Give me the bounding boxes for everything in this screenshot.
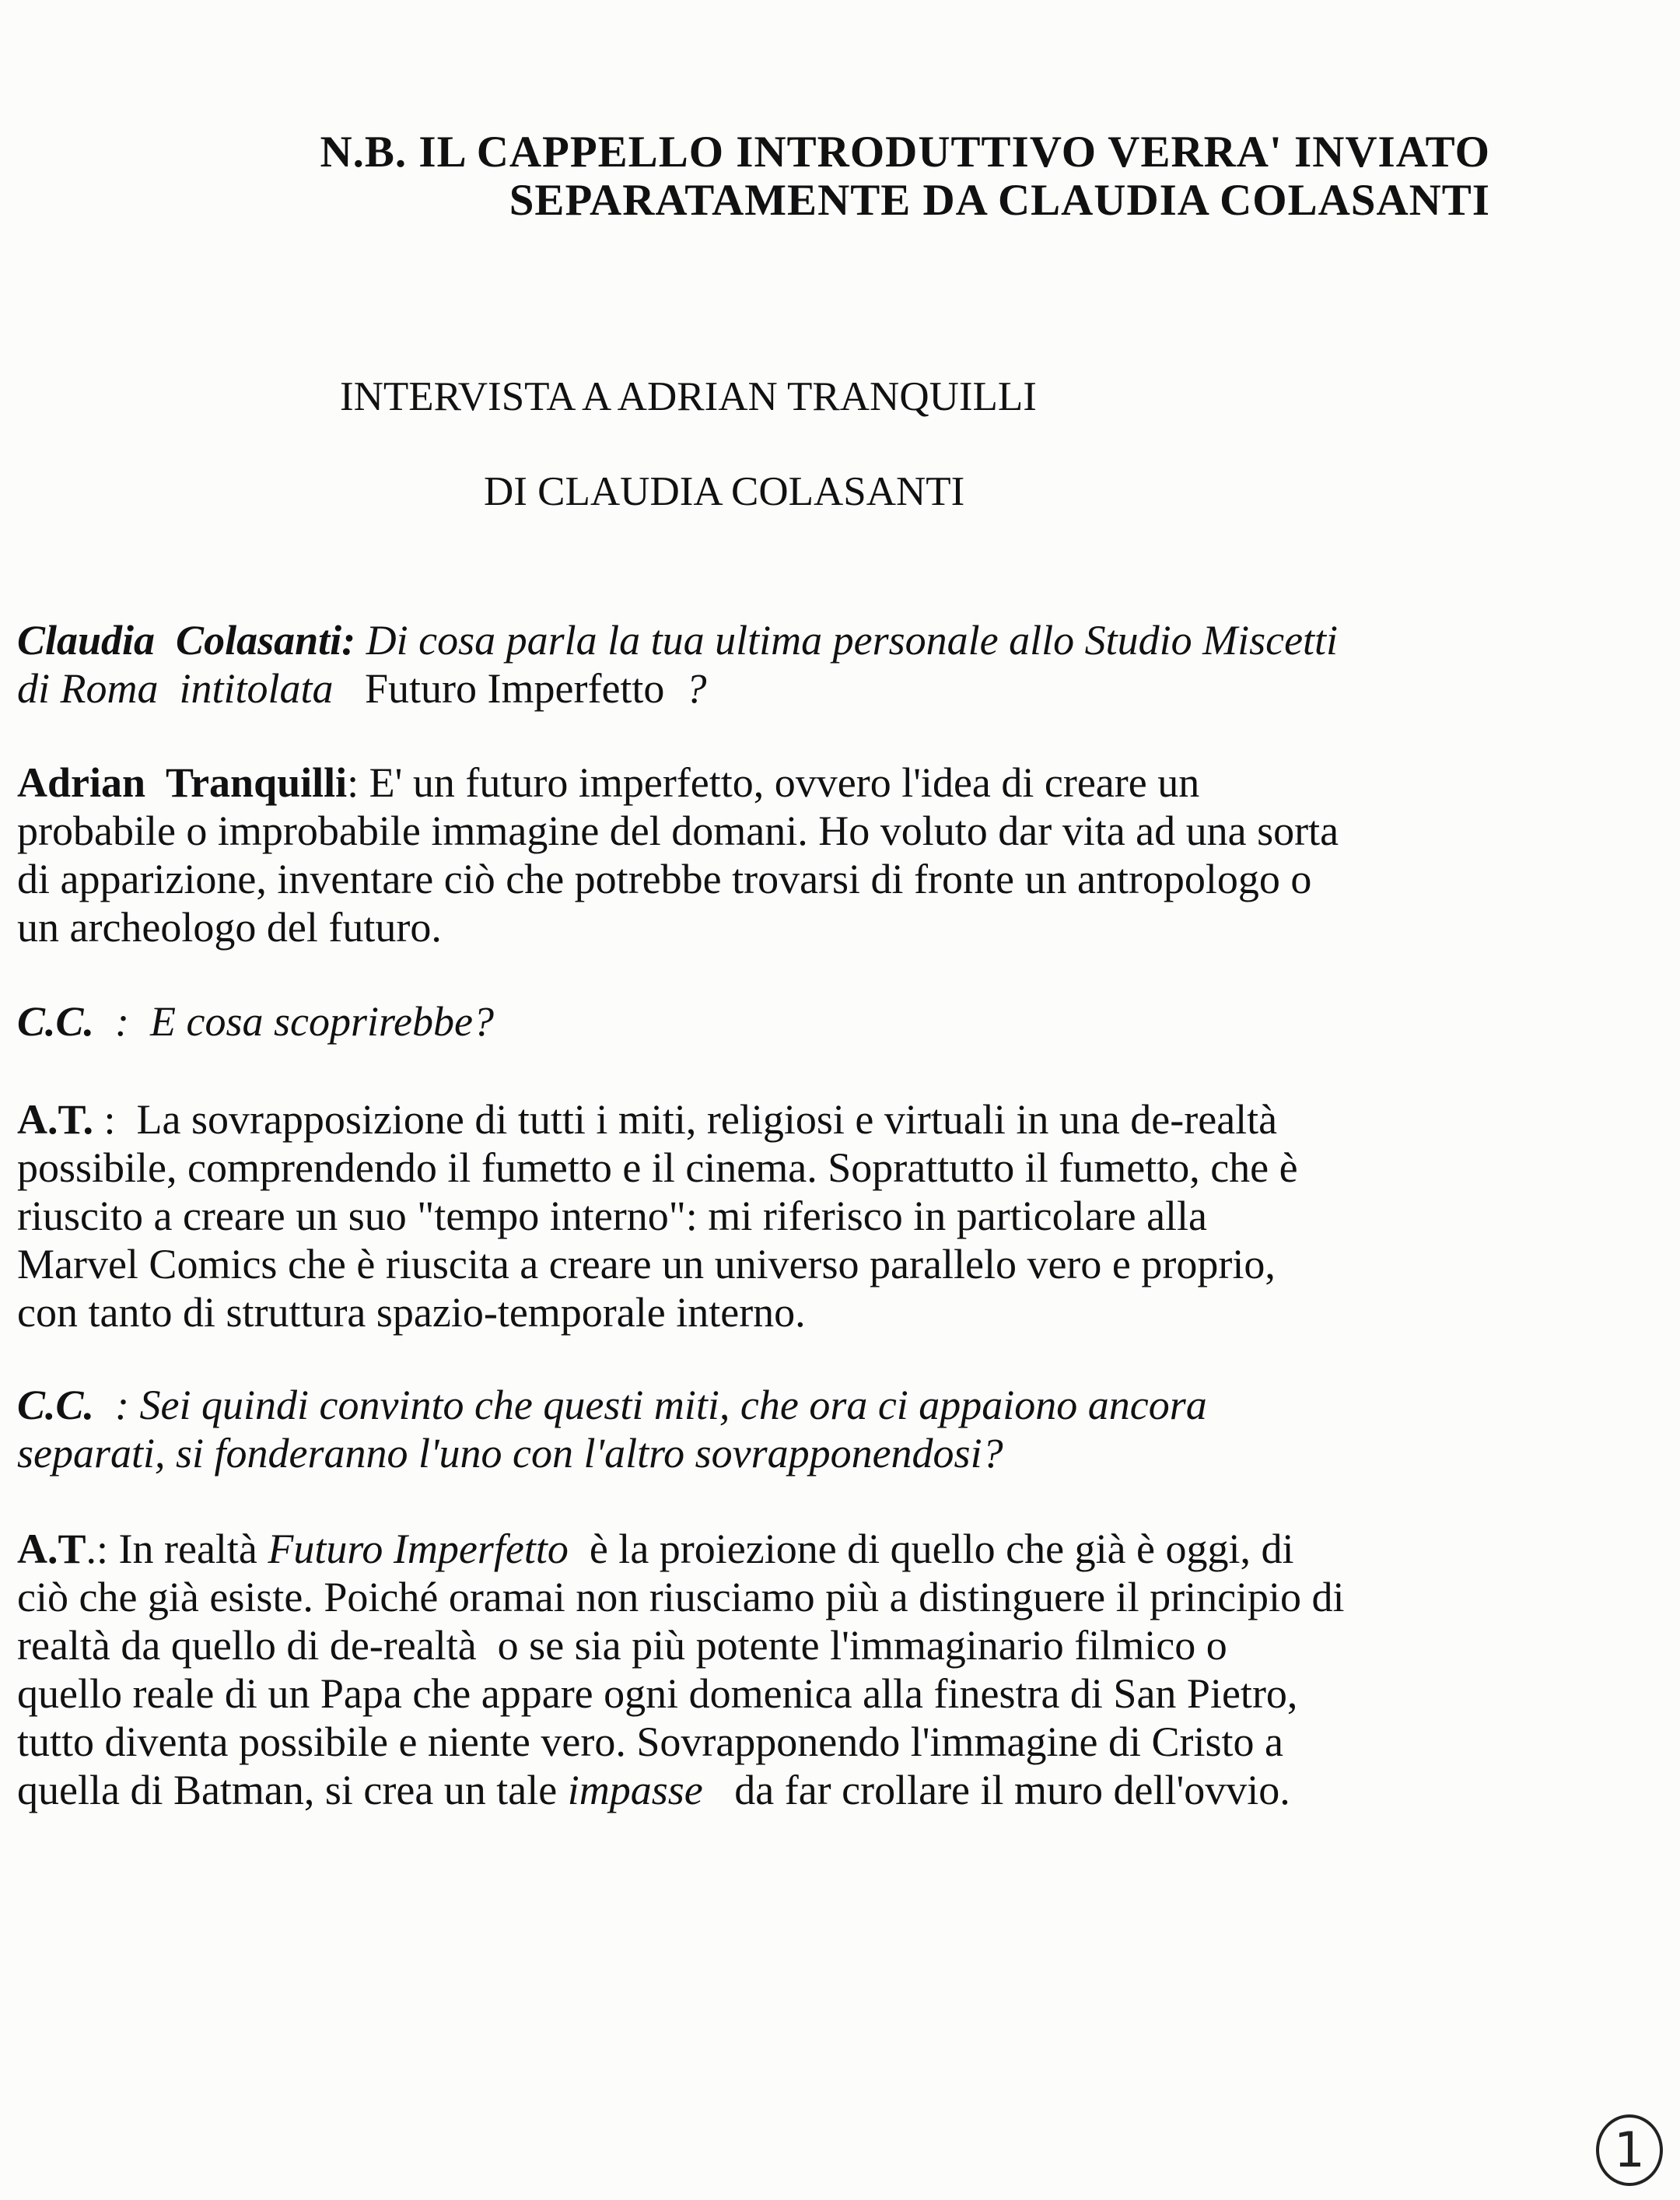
text-segment: è la proiezione di quello che già è oggi, di [568,1526,1294,1572]
text-line [17,1240,1298,1288]
interview-paragraph [17,1525,1345,1814]
note-line: N.B. IL CAPPELLO INTRODUTTIVO VERRA' INVIATO [320,128,1490,177]
text-segment: di Roma intitolata [17,665,345,712]
interview-paragraph [17,616,1338,713]
text-segment: quello reale di un Papa che appare ogni domenica alla finestra di San Pietro, [17,1670,1298,1717]
speaker-label: A.T [17,1526,86,1572]
text-segment: tutto diventa possibile e niente vero. Sovrapponendo l'immagine di Cristo a [17,1718,1283,1765]
speaker-label: C.C. [17,1382,95,1428]
text-line [17,997,494,1046]
text-segment: .: In realtà [86,1526,268,1572]
interview-paragraph [17,997,494,1046]
text-line [17,1381,1207,1429]
text-line [17,758,1339,807]
speaker-label: A.T. [17,1096,94,1143]
text-line [17,1095,1298,1144]
text-line [17,807,1339,855]
text-line [17,1621,1345,1669]
text-segment: un archeologo del futuro. [17,904,442,951]
text-segment: riuscito a creare un suo "tempo interno": mi riferisco in particolare alla [17,1193,1208,1239]
text-segment: probabile o improbabile immagine del domani. Ho voluto dar vita ad una sorta [17,807,1339,854]
text-segment: ? [685,665,707,712]
text-line [17,855,1339,903]
speaker-label: Adrian Tranquilli [17,759,348,806]
document-author: DI CLAUDIA COLASANTI [484,469,965,514]
text-line [17,903,1339,951]
text-line [17,1525,1345,1573]
text-line [17,1669,1345,1718]
text-segment: di apparizione, inventare ciò che potrebbe trovarsi di fronte un antropologo o [17,856,1312,902]
document-title: INTERVISTA A ADRIAN TRANQUILLI [340,374,1037,419]
text-segment: Futuro Imperfetto [268,1526,569,1572]
interview-paragraph [17,1381,1207,1477]
text-segment: : Sei quindi convinto che questi miti, che ora ci appaiono ancora [94,1382,1207,1428]
text-line [17,1718,1345,1766]
text-line [17,1573,1345,1621]
text-segment: separati, si fonderanno l'uno con l'altro sovrapponendosi? [17,1430,1003,1477]
speaker-label: Claudia Colasanti: [17,617,356,664]
text-segment: : E' un futuro imperfetto, ovvero l'idea di creare un [347,759,1200,806]
text-segment: impasse [567,1767,703,1813]
text-segment: Futuro Imperfetto [344,665,686,712]
text-segment: Di cosa parla la tua ultima personale allo Studio Miscetti [355,617,1339,664]
page-number: 1 [1596,2114,1663,2186]
text-line [17,616,1338,664]
text-segment: da far crollare il muro dell'ovvio. [702,1767,1290,1813]
text-segment: con tanto di struttura spazio-temporale interno. [17,1289,806,1336]
text-line [17,1766,1345,1814]
text-segment: possibile, comprendendo il fumetto e il cinema. Soprattutto il fumetto, che è [17,1144,1298,1191]
text-line [17,664,1338,713]
text-segment: : La sovrapposizione di tutti i miti, religiosi e virtuali in una de-realtà [93,1096,1278,1143]
text-segment: quella di Batman, si crea un tale [17,1767,568,1813]
text-segment: Marvel Comics che è riuscita a creare un universo parallelo vero e proprio, [17,1241,1276,1287]
text-line [17,1429,1207,1477]
note-line: SEPARATAMENTE DA CLAUDIA COLASANTI [509,176,1490,225]
text-line [17,1144,1298,1192]
text-line [17,1192,1298,1240]
text-line [17,1288,1298,1336]
interview-paragraph [17,1095,1298,1336]
interview-paragraph [17,758,1339,951]
text-segment: : E cosa scoprirebbe? [94,998,494,1045]
text-segment: realtà da quello di de-realtà o se sia più potente l'immaginario filmico o [17,1622,1227,1669]
speaker-label: C.C. [17,998,95,1045]
note-header [207,128,1490,225]
text-segment: ciò che già esiste. Poiché oramai non riusciamo più a distinguere il principio di [17,1574,1345,1620]
